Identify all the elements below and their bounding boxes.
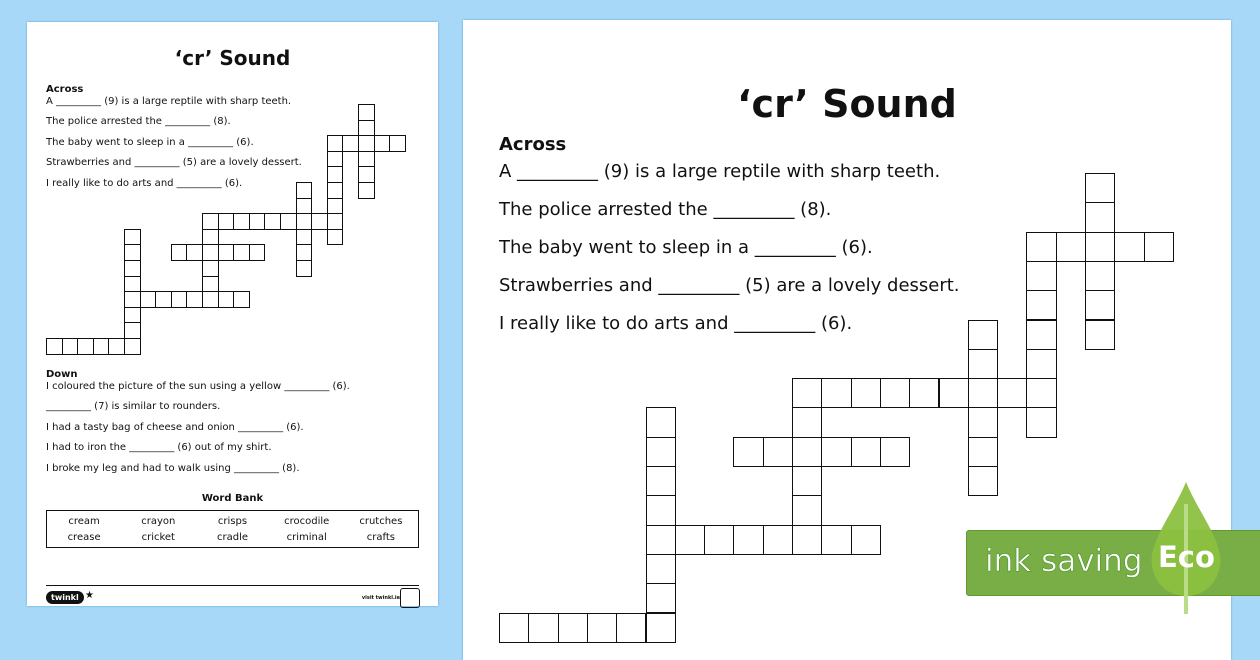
crossword-cell[interactable] — [358, 166, 375, 183]
crossword-cell[interactable] — [646, 525, 676, 555]
crossword-cell[interactable] — [358, 151, 375, 168]
crossword-cell[interactable] — [968, 320, 998, 350]
across-clue: I really like to do arts and _________ (6). — [46, 177, 243, 189]
across-heading: Across — [499, 134, 567, 155]
crossword-cell[interactable] — [646, 466, 676, 496]
ink-saving-label: ink saving — [985, 543, 1143, 579]
crossword-cell[interactable] — [358, 182, 375, 199]
crossword-cell[interactable] — [528, 613, 558, 643]
across-clue: I really like to do arts and _________ (6). — [499, 313, 853, 334]
across-clue: The police arrested the _________ (8). — [46, 116, 231, 128]
crossword-cell[interactable] — [124, 229, 141, 246]
crossword-cell[interactable] — [124, 291, 141, 308]
crossword-cell[interactable] — [296, 229, 313, 246]
crossword-cell[interactable] — [792, 407, 822, 437]
crossword-cell[interactable] — [140, 291, 157, 308]
eco-label: Eco — [1158, 540, 1215, 574]
crossword-cell[interactable] — [821, 378, 851, 408]
word-bank-item: criminal — [286, 531, 327, 543]
visit-link: visit twinkl.ie — [361, 595, 400, 601]
worksheet-title: ‘cr’ Sound — [174, 46, 291, 70]
across-clue: A _________ (9) is a large reptile with sharp teeth. — [46, 96, 292, 107]
crossword-cell[interactable] — [327, 166, 344, 183]
crossword-cell[interactable] — [327, 213, 344, 230]
crossword-cell[interactable] — [202, 260, 219, 277]
across-clue: The baby went to sleep in a _________ (6). — [46, 136, 254, 148]
word-bank-title: Word Bank — [201, 493, 264, 504]
crossword-cell[interactable] — [327, 182, 344, 199]
crossword-cell[interactable] — [880, 378, 910, 408]
crossword-cell[interactable] — [264, 213, 281, 230]
word-bank-item: cream — [68, 515, 100, 527]
crossword-cell[interactable] — [249, 244, 266, 261]
crossword-cell[interactable] — [880, 437, 910, 467]
crossword-cell[interactable] — [327, 135, 344, 152]
crossword-cell[interactable] — [1085, 261, 1115, 291]
crossword-cell[interactable] — [733, 437, 763, 467]
crossword-cell[interactable] — [124, 244, 141, 261]
crossword-cell[interactable] — [792, 378, 822, 408]
crossword-cell[interactable] — [1026, 232, 1056, 262]
crossword-cell[interactable] — [851, 378, 881, 408]
crossword-cell[interactable] — [171, 291, 188, 308]
crossword-cell[interactable] — [218, 291, 235, 308]
down-clue: I coloured the picture of the sun using a yellow _________ (6). — [46, 381, 350, 392]
down-clue: I had a tasty bag of cheese and onion _________ (6). — [46, 421, 304, 433]
crossword-cell[interactable] — [124, 260, 141, 277]
crossword-cell[interactable] — [792, 437, 822, 467]
crossword-cell[interactable] — [108, 338, 125, 355]
crossword-cell[interactable] — [968, 407, 998, 437]
down-heading: Down — [46, 369, 78, 380]
crossword-cell[interactable] — [1026, 261, 1056, 291]
crossword-cell[interactable] — [646, 437, 676, 467]
crossword-cell[interactable] — [704, 525, 734, 555]
crossword-cell[interactable] — [792, 495, 822, 525]
crossword-cell[interactable] — [792, 466, 822, 496]
word-bank — [46, 510, 419, 548]
crossword-cell[interactable] — [374, 135, 391, 152]
crossword-cell[interactable] — [997, 378, 1027, 408]
crossword-cell[interactable] — [358, 104, 375, 121]
down-clue: I broke my leg and had to walk using _________ (8). — [46, 462, 300, 474]
crossword-cell[interactable] — [968, 437, 998, 467]
crossword-cell[interactable] — [646, 495, 676, 525]
worksheet-thumbnail[interactable] — [27, 22, 438, 606]
crossword-cell[interactable] — [1085, 173, 1115, 203]
crossword-cell[interactable] — [93, 338, 110, 355]
crossword-cell[interactable] — [1026, 407, 1056, 437]
crossword-cell[interactable] — [342, 135, 359, 152]
crossword-cell[interactable] — [968, 466, 998, 496]
crossword-cell[interactable] — [62, 338, 79, 355]
word-bank-item: cradle — [216, 531, 248, 543]
crossword-cell[interactable] — [1026, 290, 1056, 320]
crossword-cell[interactable] — [499, 613, 529, 643]
crossword-cell[interactable] — [821, 525, 851, 555]
crossword-cell[interactable] — [296, 198, 313, 215]
down-clue: I had to iron the _________ (6) out of my shirt. — [46, 442, 272, 454]
crossword-cell[interactable] — [763, 525, 793, 555]
crossword-cell[interactable] — [1114, 232, 1144, 262]
crossword-cell[interactable] — [327, 198, 344, 215]
crossword-cell[interactable] — [939, 378, 969, 408]
crossword-cell[interactable] — [327, 229, 344, 246]
crossword-cell[interactable] — [1056, 232, 1086, 262]
crossword-cell[interactable] — [202, 291, 219, 308]
crossword-cell[interactable] — [296, 244, 313, 261]
crossword-cell[interactable] — [202, 213, 219, 230]
crossword-cell[interactable] — [821, 437, 851, 467]
worksheet-title: ‘cr’ Sound — [737, 82, 957, 126]
star-icon: ★ — [85, 590, 94, 601]
crossword-cell[interactable] — [233, 291, 250, 308]
crossword-cell[interactable] — [218, 244, 235, 261]
word-bank-item: crease — [67, 531, 101, 543]
crossword-cell[interactable] — [233, 244, 250, 261]
crossword-cell[interactable] — [675, 525, 705, 555]
crossword-cell[interactable] — [186, 244, 203, 261]
crossword-cell[interactable] — [763, 437, 793, 467]
crossword-cell[interactable] — [46, 338, 63, 355]
crossword-cell[interactable] — [155, 291, 172, 308]
crossword-cell[interactable] — [77, 338, 94, 355]
crossword-cell[interactable] — [616, 613, 646, 643]
crossword-cell[interactable] — [1085, 290, 1115, 320]
crossword-cell[interactable] — [792, 525, 822, 555]
crossword-cell[interactable] — [218, 213, 235, 230]
footer-divider — [46, 585, 419, 586]
crossword-cell[interactable] — [171, 244, 188, 261]
word-bank-item: crisps — [217, 515, 248, 527]
down-clue: _________ (7) is similar to rounders. — [46, 401, 221, 413]
across-clue: Strawberries and _________ (5) are a lovely dessert. — [499, 275, 960, 296]
crossword-cell[interactable] — [124, 276, 141, 293]
crossword-cell[interactable] — [851, 525, 881, 555]
crossword-cell[interactable] — [280, 213, 297, 230]
word-bank-item: crafts — [366, 531, 395, 543]
crossword-cell[interactable] — [233, 213, 250, 230]
crossword-cell[interactable] — [358, 120, 375, 137]
word-bank-item: crutches — [359, 515, 403, 527]
crossword-cell[interactable] — [1085, 202, 1115, 232]
crossword-cell[interactable] — [202, 244, 219, 261]
crossword-cell[interactable] — [1026, 320, 1056, 350]
crossword-cell[interactable] — [1085, 320, 1115, 350]
crossword-cell[interactable] — [296, 182, 313, 199]
crossword-cell[interactable] — [646, 407, 676, 437]
crossword-cell[interactable] — [851, 437, 881, 467]
crossword-cell[interactable] — [296, 260, 313, 277]
crossword-cell[interactable] — [558, 613, 588, 643]
across-heading: Across — [46, 84, 84, 95]
crossword-cell[interactable] — [968, 378, 998, 408]
crossword-cell[interactable] — [1144, 232, 1174, 262]
crossword-cell[interactable] — [296, 213, 313, 230]
crossword-cell[interactable] — [311, 213, 328, 230]
crossword-cell[interactable] — [1026, 349, 1056, 379]
crossword-cell[interactable] — [1026, 378, 1056, 408]
crossword-cell[interactable] — [389, 135, 406, 152]
crossword-cell[interactable] — [646, 613, 676, 643]
across-clue: The police arrested the _________ (8). — [499, 199, 832, 220]
crossword-cell[interactable] — [327, 151, 344, 168]
crossword-cell[interactable] — [124, 307, 141, 324]
crossword-cell[interactable] — [587, 613, 617, 643]
crossword-cell[interactable] — [202, 276, 219, 293]
crossword-cell[interactable] — [124, 338, 141, 355]
crossword-cell[interactable] — [646, 554, 676, 584]
crossword-cell[interactable] — [646, 583, 676, 613]
across-clue: A _________ (9) is a large reptile with sharp teeth. — [499, 161, 941, 182]
crossword-cell[interactable] — [249, 213, 266, 230]
crossword-cell[interactable] — [733, 525, 763, 555]
badge-icon — [400, 588, 420, 608]
word-bank-item: crocodile — [284, 515, 330, 527]
crossword-cell[interactable] — [124, 322, 141, 339]
word-bank-item: cricket — [141, 531, 175, 543]
crossword-cell[interactable] — [358, 135, 375, 152]
crossword-cell[interactable] — [909, 378, 939, 408]
across-clue: The baby went to sleep in a _________ (6). — [499, 237, 873, 258]
crossword-cell[interactable] — [1085, 232, 1115, 262]
twinkl-logo: twinkl — [46, 591, 84, 604]
crossword-cell[interactable] — [968, 349, 998, 379]
across-clue: Strawberries and _________ (5) are a lovely dessert. — [46, 157, 302, 169]
crossword-cell[interactable] — [202, 229, 219, 246]
crossword-cell[interactable] — [186, 291, 203, 308]
word-bank-item: crayon — [141, 515, 176, 527]
